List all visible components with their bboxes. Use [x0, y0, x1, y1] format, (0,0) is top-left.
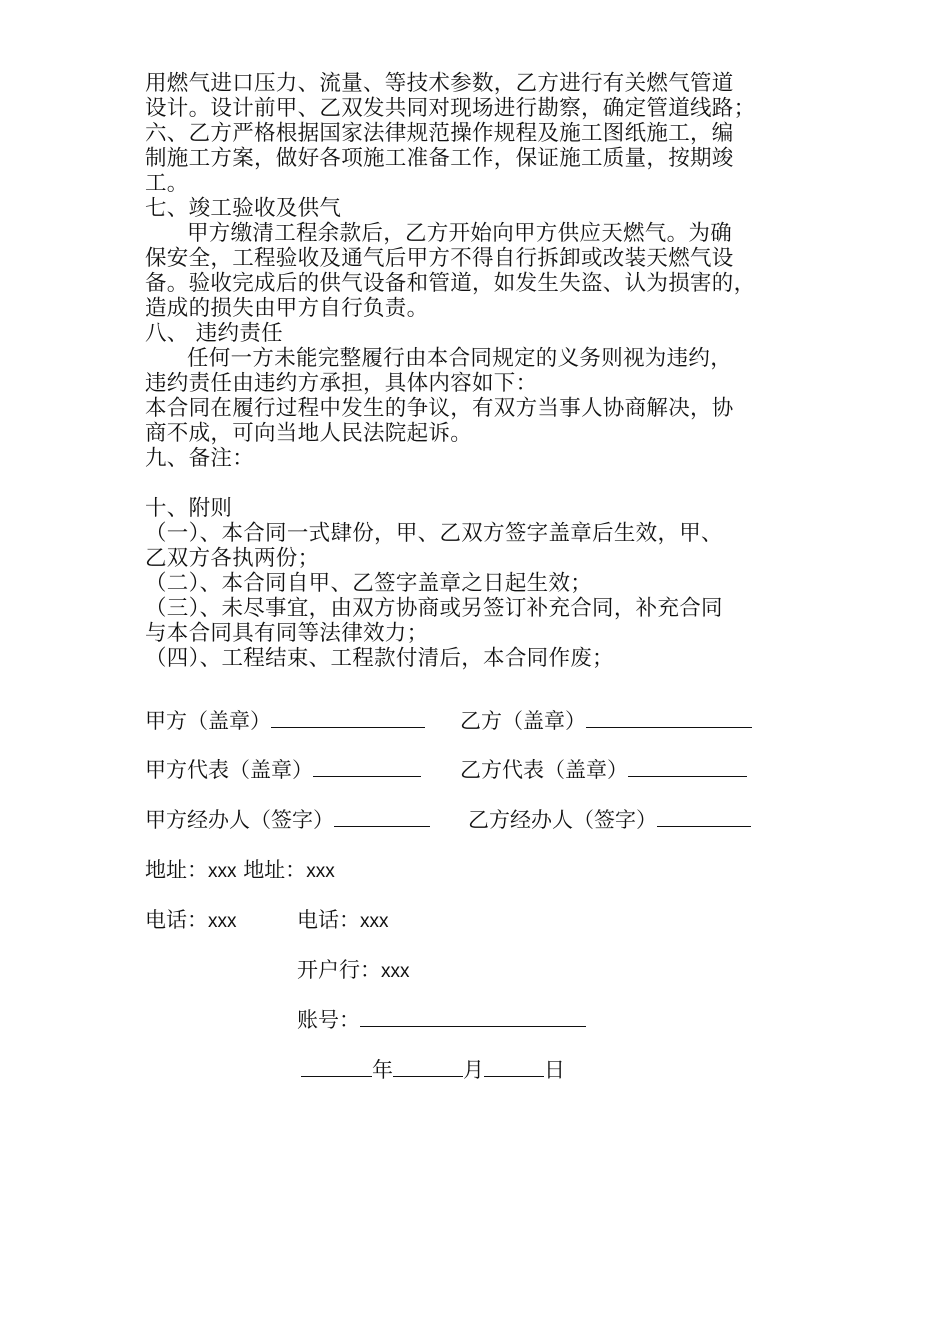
- address-b-label: 地址：: [243, 858, 307, 882]
- paragraph-line: 保安全，工程验收及通气后甲方不得自行拆卸或改装天燃气设: [145, 246, 734, 271]
- section-eight-heading: 八、 违约责任: [145, 321, 283, 346]
- phone-a-label: 电话：: [145, 908, 208, 932]
- party-b-rep-blank[interactable]: [628, 756, 747, 777]
- paragraph-line: 任何一方未能完整履行由本合同规定的义务则视为违约，: [187, 346, 733, 371]
- bank-value: xxx: [381, 961, 410, 982]
- address-a-label: 地址：: [145, 858, 208, 882]
- paragraph-line: 设计。设计前甲、乙双发共同对现场进行勘察，确定管道线路；: [145, 96, 756, 121]
- paragraph-line: （二）、本合同自甲、乙签字盖章之日起生效；: [145, 571, 593, 596]
- date-field: [301, 1056, 565, 1084]
- paragraph-line: 与本合同具有同等法律效力；: [145, 621, 429, 646]
- day-label: 日: [544, 1058, 565, 1082]
- party-b-seal-blank[interactable]: [586, 707, 752, 728]
- phone-a-value: xxx: [208, 911, 237, 932]
- phone-b-field: [297, 906, 389, 936]
- bank-field: [297, 956, 410, 986]
- paragraph-line: 备。验收完成后的供气设备和管道，如发生失盗、认为损害的，: [145, 271, 756, 296]
- party-a-seal-blank[interactable]: [271, 707, 425, 728]
- party-b-seal-label: 乙方（盖章）: [460, 709, 586, 733]
- phone-b-value: xxx: [360, 911, 389, 932]
- section-seven-heading: 七、竣工验收及供气: [145, 196, 342, 221]
- paragraph-line: 造成的损失由甲方自行负责。: [145, 296, 429, 321]
- month-blank[interactable]: [393, 1056, 463, 1077]
- party-b-rep-label: 乙方代表（盖章）: [460, 758, 628, 782]
- phone-a-field: [145, 906, 237, 936]
- paragraph-line: （四）、工程结束、工程款付清后，本合同作废；: [145, 646, 614, 671]
- day-blank[interactable]: [484, 1056, 544, 1077]
- paragraph-line: （一）、本合同一式肆份，甲、乙双方签字盖章后生效，甲、: [145, 521, 723, 546]
- paragraph-line: 商不成，可向当地人民法院起诉。: [145, 421, 473, 446]
- address-a-value: xxx: [208, 861, 237, 882]
- account-field: [297, 1006, 586, 1034]
- party-b-agent-label: 乙方经办人（签字）: [468, 808, 657, 832]
- paragraph-line: 乙双方各执两份；: [145, 546, 320, 571]
- section-nine-heading: 九、备注：: [145, 446, 255, 471]
- party-b-rep-field: [460, 756, 747, 784]
- paragraph-line: 本合同在履行过程中发生的争议，有双方当事人协商解决，协: [145, 396, 734, 421]
- clause-six-heading: 六、乙方严格根据国家法律规范操作规程及施工图纸施工，编: [145, 121, 734, 146]
- address-b-value: xxx: [306, 861, 335, 882]
- party-a-agent-field: [145, 806, 430, 834]
- account-label: 账号：: [297, 1008, 360, 1032]
- party-a-seal-field: [145, 707, 425, 735]
- phone-b-label: 电话：: [297, 908, 360, 932]
- section-ten-heading: 十、附则: [145, 496, 233, 521]
- party-a-rep-field: [145, 756, 421, 784]
- paragraph-line: 制施工方案，做好各项施工准备工作，保证施工质量，按期竣: [145, 146, 734, 171]
- party-b-agent-blank[interactable]: [657, 806, 751, 827]
- year-label: 年: [372, 1058, 393, 1082]
- party-b-seal-field: [460, 707, 752, 735]
- paragraph-line: （三）、未尽事宜，由双方协商或另签订补充合同，补充合同: [145, 596, 723, 621]
- year-blank[interactable]: [301, 1056, 372, 1077]
- party-a-seal-label: 甲方（盖章）: [145, 709, 271, 733]
- paragraph-line: 用燃气进口压力、流量、等技术参数，乙方进行有关燃气管道: [145, 71, 734, 96]
- party-a-agent-label: 甲方经办人（签字）: [145, 808, 334, 832]
- address-row: [145, 856, 335, 886]
- party-a-rep-label: 甲方代表（盖章）: [145, 758, 313, 782]
- month-label: 月: [463, 1058, 484, 1082]
- paragraph-line: 工。: [145, 171, 189, 196]
- party-b-agent-field: [468, 806, 751, 834]
- account-blank[interactable]: [360, 1006, 586, 1027]
- paragraph-line: 甲方缴清工程余款后，乙方开始向甲方供应天燃气。为确: [187, 221, 733, 246]
- party-a-agent-blank[interactable]: [334, 806, 430, 827]
- party-a-rep-blank[interactable]: [313, 756, 421, 777]
- bank-label: 开户行：: [297, 958, 381, 982]
- paragraph-line: 违约责任由违约方承担，具体内容如下：: [145, 371, 538, 396]
